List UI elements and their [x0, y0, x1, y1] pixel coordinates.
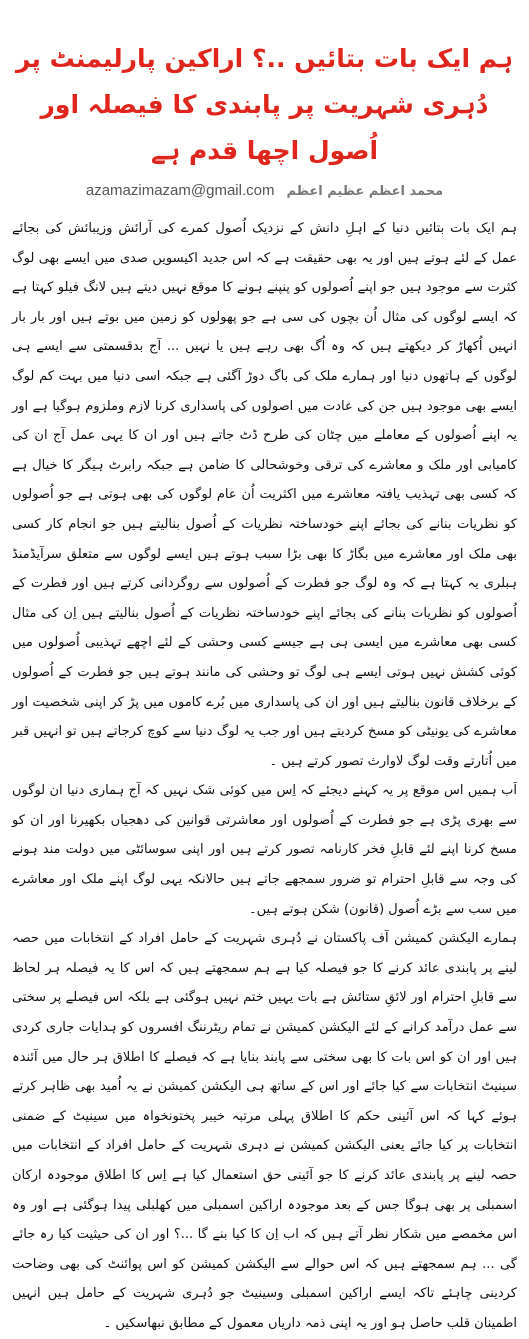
article-body	[10, 214, 519, 1339]
author-name: محمد اعظم عظیم اعظم	[286, 184, 444, 199]
paragraph-1: ہم ایک بات بتائیں دنیا کے اہلِ دانش کے نزدیک اُصول کمرے کی آرائش وزیبائش کی بجائے عمل کے لئے ہوتے ہیں اور یہ بھی حقیقت ہے کہ اس جدید اکیسویں صدی میں ایسے بھی لوگ کثرت سے موجود ہیں جو اپنے اُصولوں کو پنپنے ہونے کا موقع نہیں دیتے ہیں لانگ فیلو کہتا ہے کہ ایسے لوگوں کی مثال اُن بچوں کی سی ہے جو پھولوں کو زمین میں بوتے ہیں اور بار بار انہیں اُکھاڑ کر دیکھتے ہیں کہ وہ اُگ بھی رہے ہیں یا نہیں ... آج بدقسمتی سے ایسے ہی لوگوں کے ہاتھوں دنیا اور ہمارے ملک کی باگ دوڑ آگئی ہے جبکہ اسی دنیا میں بہت کم لوگ ایسے بھی موجود ہیں جن کی عادت میں اصولوں کی پاسداری کرنا لازم وملزوم ہوگیا ہے اور یہ اپنے اُصولوں کے معاملے میں چٹان کی طرح ڈٹ جاتے ہیں اور ان کا یہی عمل آج ان کی کامیابی اور ملک و معاشرے کی ترقی وخوشحالی کا ضامن ہے جبکہ رابرٹ ہیگر کا خیال ہے کہ کسی بھی تہذیب یافتہ معاشرے میں اکثریت اُن عام لوگوں کی بھی ہوتی ہے جو اُصولوں کو نظریات بنانے کی بجائے اپنے خودساختہ نظریات کے اُصول بنالیتے ہیں جو انجام کار کسی بھی ملک اور معاشرے میں بگاڑ کا بھی بڑا سبب ہوتے ہیں ایسے لوگوں سے متعلق سرآیڈمنڈ ہبلری یہ کہتا ہے کہ وہ لوگ جو فطرت کے اُصولوں سے روگردانی کرتے ہیں اور فطرت کے اُصولوں کو نظریات بنانے کی بجائے اپنے خودساختہ نظریات کے اُصول بنالیتے ہیں اِن کی مثال کسی بھی معاشرے میں ایسی ہی ہے جیسے کسی وحشی کے لئے اچھے تہذیبی اُصولوں میں کوئی کشش نہیں ہوتی ایسے ہی لوگ تو وحشی کی مانند ہوتے ہیں جو فطرت کے اُصولوں کے برخلاف قانون بنالیتے ہیں اور ان کی پاسداری میں بُرے کاموں میں پڑ کر اپنی شخصیت اور معاشرے کی یونیٹی کو مسخ کردیتے ہیں اور جب یہ لوگ دنیا سے کوچ کرجاتے ہیں تو انہیں قبر میں اُتارتے وقت لوگ لاوارث تصور کرتے ہیں ۔	[12, 221, 517, 769]
paragraph-2: اَب ہمیں اس موقع پر یہ کہنے دیجئے کہ اِس میں کوئی شک نہیں کہ آج ہماری دنیا ان لوگوں سے بھری پڑی ہے جو فطرت کے اُصولوں اور معاشرتی قوانین کی دھجیاں بکھیرنا اور ان کو مسخ کرنا اپنے لئے قابلِ فخر کارنامہ تصور کرتے ہیں اور اپنی سوسائٹی میں دولت مند ہونے کی وجہ سے قابلِ احترام تو ضرور سمجھے جاتے ہیں حالانکہ یہی لوگ اپنے ملک اور معاشرے میں سب سے بڑے اُصول (قانون) شکن ہوتے ہیں۔	[12, 783, 517, 917]
byline	[10, 182, 519, 208]
paragraph-3: ہمارے الیکشن کمیشن آف پاکستان نے دُہری شہریت کے حامل افراد کے انتخابات میں حصہ لینے پر پابندی عائد کرنے کا جو فیصلہ کیا ہے ہم سمجھتے ہیں کہ اس کا یہ فیصلہ ہر لحاظ سے قابلِ احترام اور لائقِ ستائش ہے بات یہیں ختم نہیں ہوگئی ہے بلکہ اس فیصلے پر سختی سے عمل درآمد کرانے کے لئے الیکشن کمیشن نے تمام ریٹرننگ افسروں کو ہدایات جاری کردی ہیں اور ان کو اس بات کا بھی سختی سے پابند بنایا ہے کہ فیصلے کا اطلاق ہر حال میں آئندہ سینیٹ انتخابات سے کیا جائے اور اس کے ساتھ ہی الیکشن کمیشن نے یہ اُمید بھی ظاہر کرتے ہوئے کہا کہ اس آئینی حکم کا اطلاق پہلی مرتبہ خیبر پختونخواہ میں سینیٹ کے ضمنی انتخابات پر کیا جائے یعنی الیکشن کمیشن نے دہری شہریت کے حامل افراد کے انتخابات میں حصہ لینے پر پابندی عائد کرنے کا جو آئینی حق استعمال کیا ہے اِس کا اطلاق موجودہ ارکان اسمبلی پر بھی ہوگا جس کے بعد موجودہ اراکین اسمبلی میں کھلبلی پیدا ہوگئی ہے اور وہ اس مخمصے میں شکار نظر آتے ہیں کہ اب اِن کا کیا بنے گا ...؟ اور ان کی حیثیت کیا رہ جائے گی ... ہم سمجھتے ہیں کہ اس حوالے سے الیکشن کمیشن کو اس پوائنٹ کی بھی وضاحت کردینی چاہئے تاکہ ایسے اراکین اسمبلی وسینیٹ جو دُہری شہریت کے حامل ہیں انہیں اطمینان قلب حاصل ہو اور یہ اپنی ذمہ داریاں معمول کے مطابق نبھاسکیں ۔	[12, 931, 518, 1331]
article-headline: ہم ایک بات بتائیں ..؟ اراکین پارلیمنٹ پر دُہری شہریت پر پابندی کا فیصلہ اور اُصول اچھا قدم ہے	[15, 44, 514, 165]
author-email: azamazimazam@gmail.com	[85, 182, 275, 199]
